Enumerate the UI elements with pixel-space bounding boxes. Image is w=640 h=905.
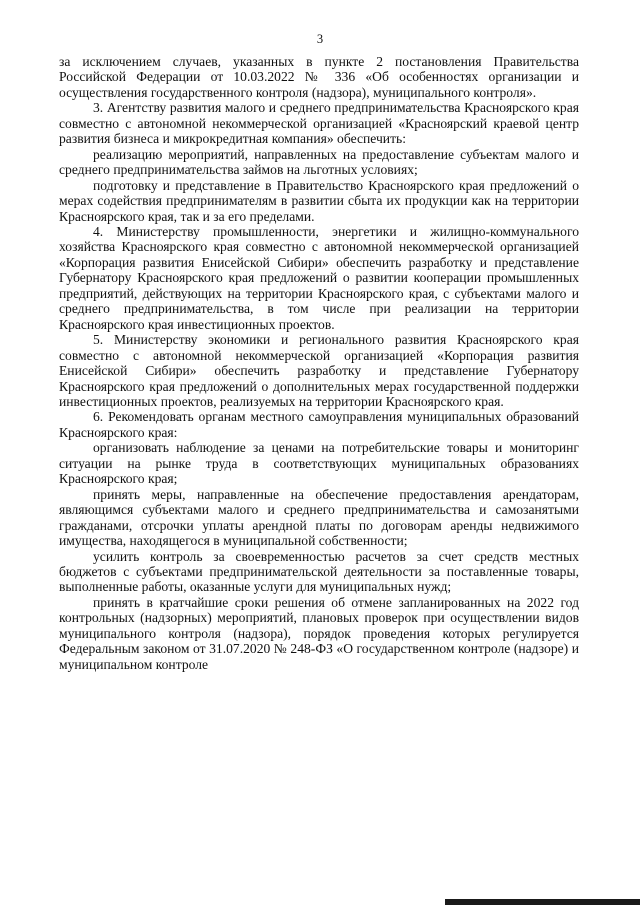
paragraph-item-4: 4. Министерству промышленности, энергетики и жилищно-коммунального хозяйства Красноярского края совместно с автономной некоммерческой организацией «Корпорация развития Енисейской Сибири» обеспечить разработку и представление Губернатору Красноярского края предложений о развитии кооперации промышленных предприятий, действующих на территории Красноярского края, с субъектами малого и среднего предпринимательства, в том числе при реализации на территории Красноярского края инвестиционных проектов. [59, 223, 579, 332]
scan-edge-shadow [445, 899, 640, 905]
page-number: 3 [316, 32, 324, 46]
paragraph-item-3: 3. Агентству развития малого и среднего предпринимательства Красноярского края совместно с автономной некоммерческой организацией «Красноярский краевой центр развития бизнеса и микрокредитная компания» обеспечить: [59, 100, 579, 147]
document-body [59, 54, 579, 672]
paragraph-item-3-subitem-2: подготовку и представление в Правительство Красноярского края предложений о мерах содействия предпринимателям в развитии сбыта их продукции как на территории Красноярского края, так и за его пределами. [59, 177, 579, 224]
paragraph-item-6: 6. Рекомендовать органам местного самоуправления муниципальных образований Красноярского края: [59, 409, 579, 440]
paragraph-item-6-subitem-2: принять меры, направленные на обеспечение предоставления арендаторам, являющимся субъектами малого и среднего предпринимательства и самозанятыми гражданами, отсрочки уплаты арендной платы по договорам аренды недвижимого имущества, находящегося в муниципальной собственности; [59, 486, 579, 549]
paragraph-item-3-subitem-1: реализацию мероприятий, направленных на предоставление субъектам малого и среднего предпринимательства займов на льготных условиях; [59, 146, 579, 178]
paragraph-item-5: 5. Министерству экономики и регионального развития Красноярского края совместно с автономной некоммерческой организацией «Корпорация развития Енисейской Сибири» обеспечить разработку и представление Губернатору Красноярского края предложений о дополнительных мерах государственной поддержки инвестиционных проектов, реализуемых на территории Красноярского края. [59, 332, 579, 409]
paragraph-item-6-subitem-1: организовать наблюдение за ценами на потребительские товары и мониторинг ситуации на рынке труда в соответствующих муниципальных образованиях Красноярского края; [59, 440, 579, 487]
paragraph-continuation: за исключением случаев, указанных в пункте 2 постановления Правительства Российской Федерации от 10.03.2022 № 336 «Об особенностях организации и осуществления государственного контроля (надзора), муниципального контроля». [59, 54, 579, 100]
paragraph-item-6-subitem-4: принять в кратчайшие сроки решения об отмене запланированных на 2022 год контрольных (надзорных) мероприятий, плановых проверок при осуществлении видов муниципального контроля (надзора), порядок проведения которых регулируется Федеральным законом от 31.07.2020 № 248-ФЗ «О государственном контроле (надзоре) и муниципальном контроле [59, 594, 579, 672]
paragraph-item-6-subitem-3: усилить контроль за своевременностью расчетов за счет средств местных бюджетов с субъектами предпринимательской деятельности за поставленные товары, выполненные работы, оказанные услуги для муниципальных нужд; [59, 548, 579, 595]
